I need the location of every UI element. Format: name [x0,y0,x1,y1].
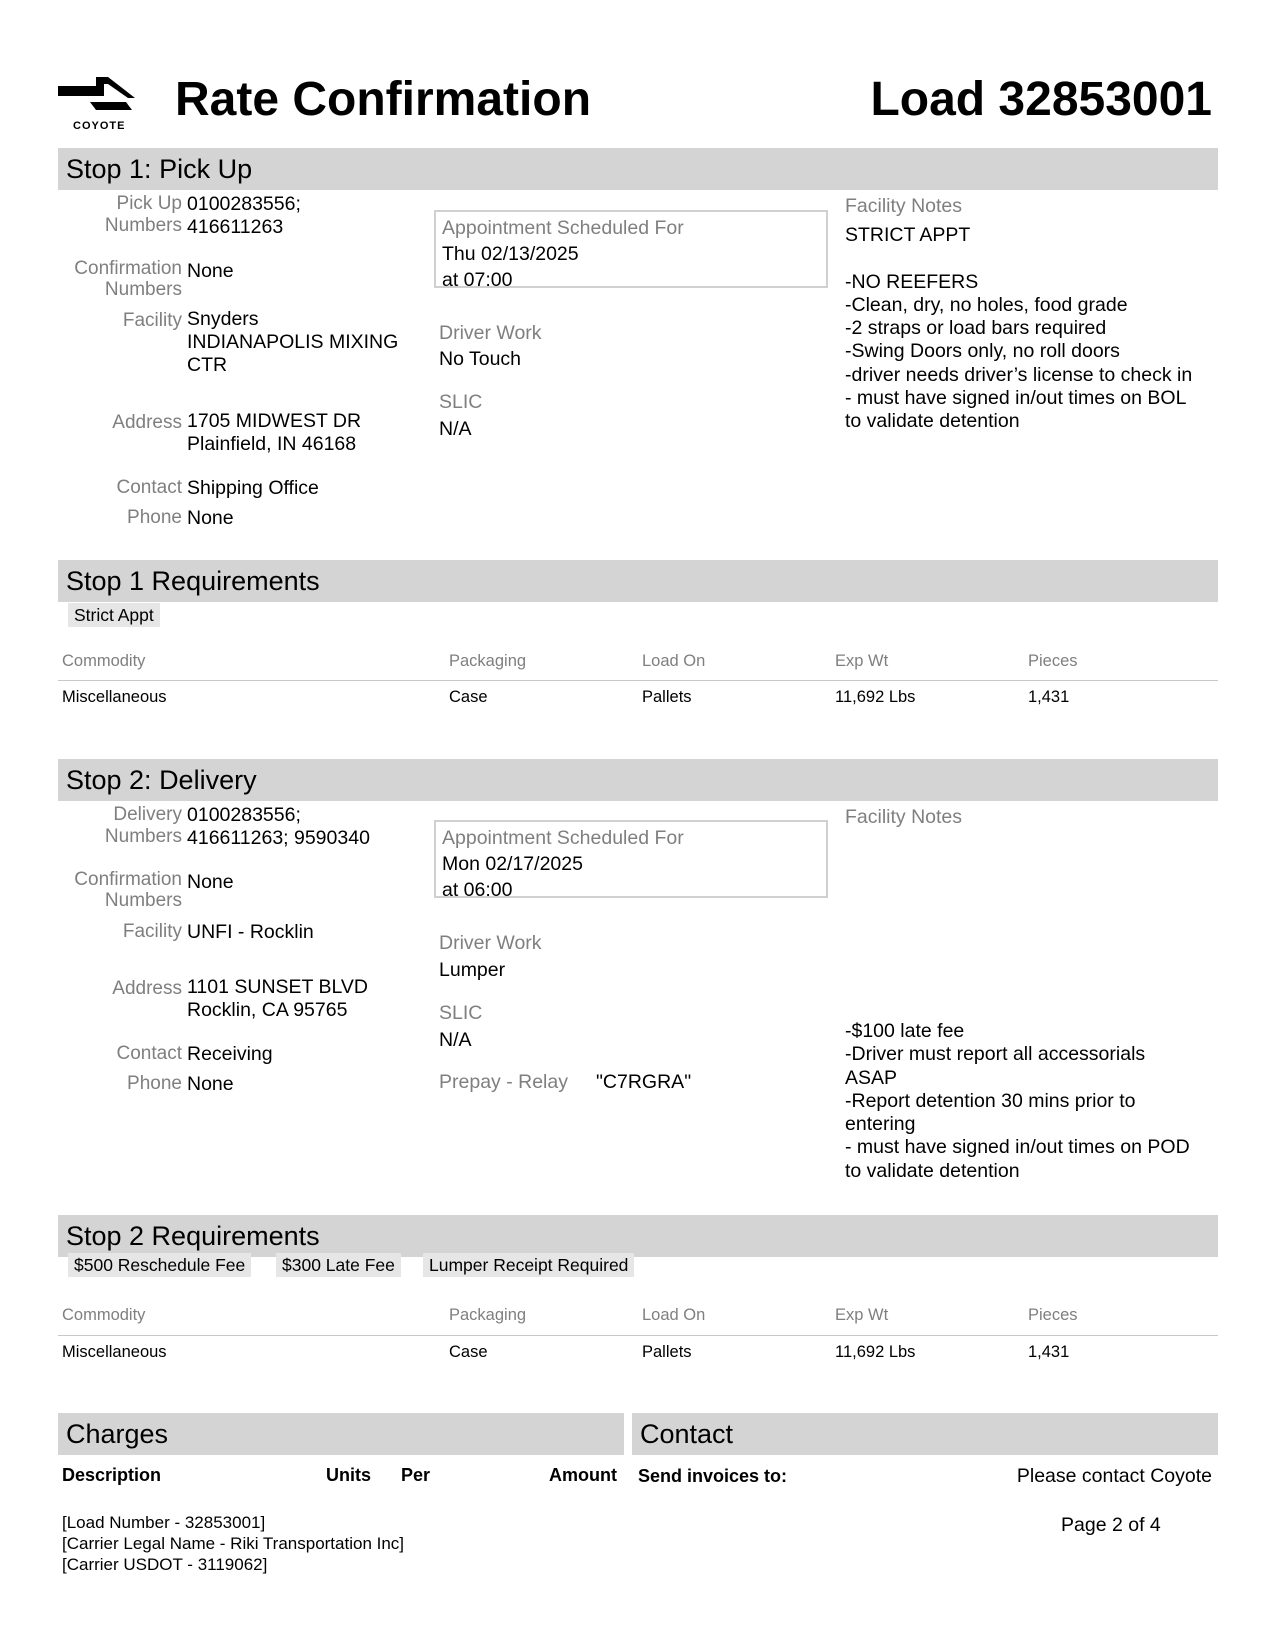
stop2-confirmation-label-2: Numbers [104,890,182,911]
stop1-address-value [187,410,361,456]
stop1-driver-work-label: Driver Work [439,322,542,344]
stop1-confirmation-value: None [187,260,234,282]
stop2-cell-commodity: Miscellaneous [62,1343,167,1361]
stop2-confirmation-label-1: Confirmation [74,869,182,890]
stop2-req-heading: Stop 2 Requirements [66,1221,320,1251]
stop2-cell-pieces: 1,431 [1028,1343,1070,1361]
stop2-col-load-on: Load On [642,1306,706,1324]
stop1-facility-line-2: INDIANAPOLIS MIXING [187,331,399,353]
contact-header [632,1413,1218,1455]
stop1-col-pieces: Pieces [1028,652,1078,670]
stop1-address-line-1: 1705 MIDWEST DR [187,410,362,432]
stop1-req-tag: Strict Appt [68,603,160,627]
stop2-numbers-line-2: 416611263; 9590340 [187,827,370,849]
stop2-req-header [58,1215,1218,1257]
stop1-numbers-line-1: 0100283556; [187,193,301,215]
stop2-table-divider [58,1335,1218,1336]
stop2-facility-label: Facility [122,921,182,942]
stop1-address-line-2: Plainfield, IN 46168 [187,433,357,455]
stop1-appt-time: at 07:00 [442,269,513,291]
stop1-cell-load-on: Pallets [642,688,692,706]
stop2-phone-label: Phone [127,1073,182,1094]
stop2-req-tag-reschedule: $500 Reschedule Fee [68,1253,251,1277]
stop1-confirmation-label [58,258,182,300]
stop2-cell-packaging: Case [449,1343,488,1361]
footer-load-number: [Load Number - 32853001] [62,1513,266,1532]
logo-text: COYOTE [73,120,126,132]
stop1-slic-label: SLIC [439,391,483,413]
stop2-numbers-label [58,804,182,848]
page-title: Rate Confirmation [175,73,592,126]
stop2-req-tag-late-fee: $300 Late Fee [276,1253,401,1277]
footer-carrier-usdot: [Carrier USDOT - 3119062] [62,1555,268,1574]
stop1-slic-value: N/A [439,418,472,440]
stop2-phone-value: None [187,1073,234,1095]
stop1-contact-label: Contact [116,477,182,498]
contact-heading: Contact [640,1419,734,1449]
footer-carrier-name: [Carrier Legal Name - Riki Transportation Inc] [62,1534,405,1553]
stop2-facility-notes: -$100 late fee -Driver must report all accessorials ASAP -Report detention 30 mins prior to entering - must have signed in/out times on POD to validate detention [845,1020,1190,1182]
stop1-req-header [58,560,1218,602]
stop1-table-divider [58,680,1218,681]
stop1-req-heading: Stop 1 Requirements [66,566,320,596]
stop1-numbers-label [58,193,182,237]
stop2-address-value [187,976,368,1022]
charges-col-per: Per [401,1465,431,1485]
stop2-facility-value: UNFI - Rocklin [187,921,314,943]
stop2-col-packaging: Packaging [449,1306,527,1324]
stop2-cell-load-on: Pallets [642,1343,692,1361]
stop1-facility-line-1: Snyders [187,308,259,330]
stop1-appt-date: Thu 02/13/2025 [442,243,579,265]
stop2-prepay-label: Prepay - Relay [439,1071,568,1093]
stop2-contact-value: Receiving [187,1043,273,1065]
stop1-col-load-on: Load On [642,652,706,670]
stop2-numbers-label-2: Numbers [104,826,182,847]
stop1-heading: Stop 1: Pick Up [66,154,253,184]
stop2-heading: Stop 2: Delivery [66,765,257,795]
charges-col-amount: Amount [549,1465,617,1485]
stop1-numbers-label-1: Pick Up [116,193,182,214]
stop1-appt-title: Appointment Scheduled For [442,217,684,239]
stop1-numbers-line-2: 416611263 [187,216,284,238]
charges-header [58,1413,624,1455]
contact-send-value: Please contact Coyote [1016,1465,1212,1487]
stop1-facility-value [187,308,398,377]
stop1-facility-line-3: CTR [187,354,228,376]
stop1-contact-value: Shipping Office [187,477,319,499]
stop2-appt-time: at 06:00 [442,879,513,901]
stop1-numbers-value [187,193,301,239]
stop2-address-line-2: Rocklin, CA 95765 [187,999,348,1021]
stop2-numbers-line-1: 0100283556; [187,804,301,826]
stop1-phone-value: None [187,507,234,529]
stop2-slic-label: SLIC [439,1002,483,1024]
stop1-header [58,148,1218,190]
stop2-col-exp-wt: Exp Wt [835,1306,889,1324]
stop1-col-commodity: Commodity [62,652,146,670]
stop1-driver-work-value: No Touch [439,348,522,370]
stop2-appt-title: Appointment Scheduled For [442,827,684,849]
stop1-cell-exp-wt: 11,692 Lbs [835,688,916,706]
stop1-confirmation-label-2: Numbers [104,279,182,300]
stop2-numbers-value [187,804,370,850]
stop2-prepay-value: "C7RGRA" [596,1071,692,1093]
stop2-driver-work-label: Driver Work [439,932,542,954]
stop1-appointment-box [434,210,828,291]
stop2-numbers-label-1: Delivery [113,804,182,825]
stop2-facility-notes-label: Facility Notes [845,806,963,828]
stop2-driver-work-value: Lumper [439,959,506,981]
stop1-phone-label: Phone [127,507,182,528]
charges-heading: Charges [66,1419,169,1449]
stop1-confirmation-label-1: Confirmation [74,258,182,279]
coyote-logo [56,72,136,134]
charges-col-description: Description [62,1465,162,1485]
stop2-cell-exp-wt: 11,692 Lbs [835,1343,916,1361]
stop1-facility-notes-label: Facility Notes [845,195,963,217]
contact-send-label: Send invoices to: [638,1466,788,1486]
stop2-address-line-1: 1101 SUNSET BLVD [187,976,369,998]
stop2-address-label: Address [112,978,182,999]
stop2-header [58,759,1218,801]
stop2-req-tag-lumper: Lumper Receipt Required [423,1253,634,1277]
coyote-logo-icon [56,72,136,116]
stop2-confirmation-label [58,869,182,911]
stop1-facility-label: Facility [122,310,182,331]
load-number: Load 32853001 [870,73,1212,126]
stop2-col-commodity: Commodity [62,1306,146,1324]
stop1-facility-notes: STRICT APPT -NO REEFERS -Clean, dry, no holes, food grade -2 straps or load bars required -Swing Doors only, no roll doors -driver needs driver’s license to check in - must have signed in/out times on BOL to validate detention [845,224,1193,433]
stop2-appointment-box [434,820,828,901]
stop1-cell-commodity: Miscellaneous [62,688,167,706]
stop1-numbers-label-2: Numbers [104,215,182,236]
stop2-slic-value: N/A [439,1029,472,1051]
stop1-cell-pieces: 1,431 [1028,688,1070,706]
stop1-cell-packaging: Case [449,688,488,706]
stop2-appt-date: Mon 02/17/2025 [442,853,583,875]
stop1-address-label: Address [112,412,182,433]
stop2-confirmation-value: None [187,871,234,893]
stop1-col-exp-wt: Exp Wt [835,652,889,670]
stop1-col-packaging: Packaging [449,652,527,670]
footer-info [62,1512,404,1575]
stop2-col-pieces: Pieces [1028,1306,1078,1324]
stop2-contact-label: Contact [116,1043,182,1064]
page-number: Page 2 of 4 [1061,1514,1161,1536]
charges-col-units: Units [326,1465,371,1485]
